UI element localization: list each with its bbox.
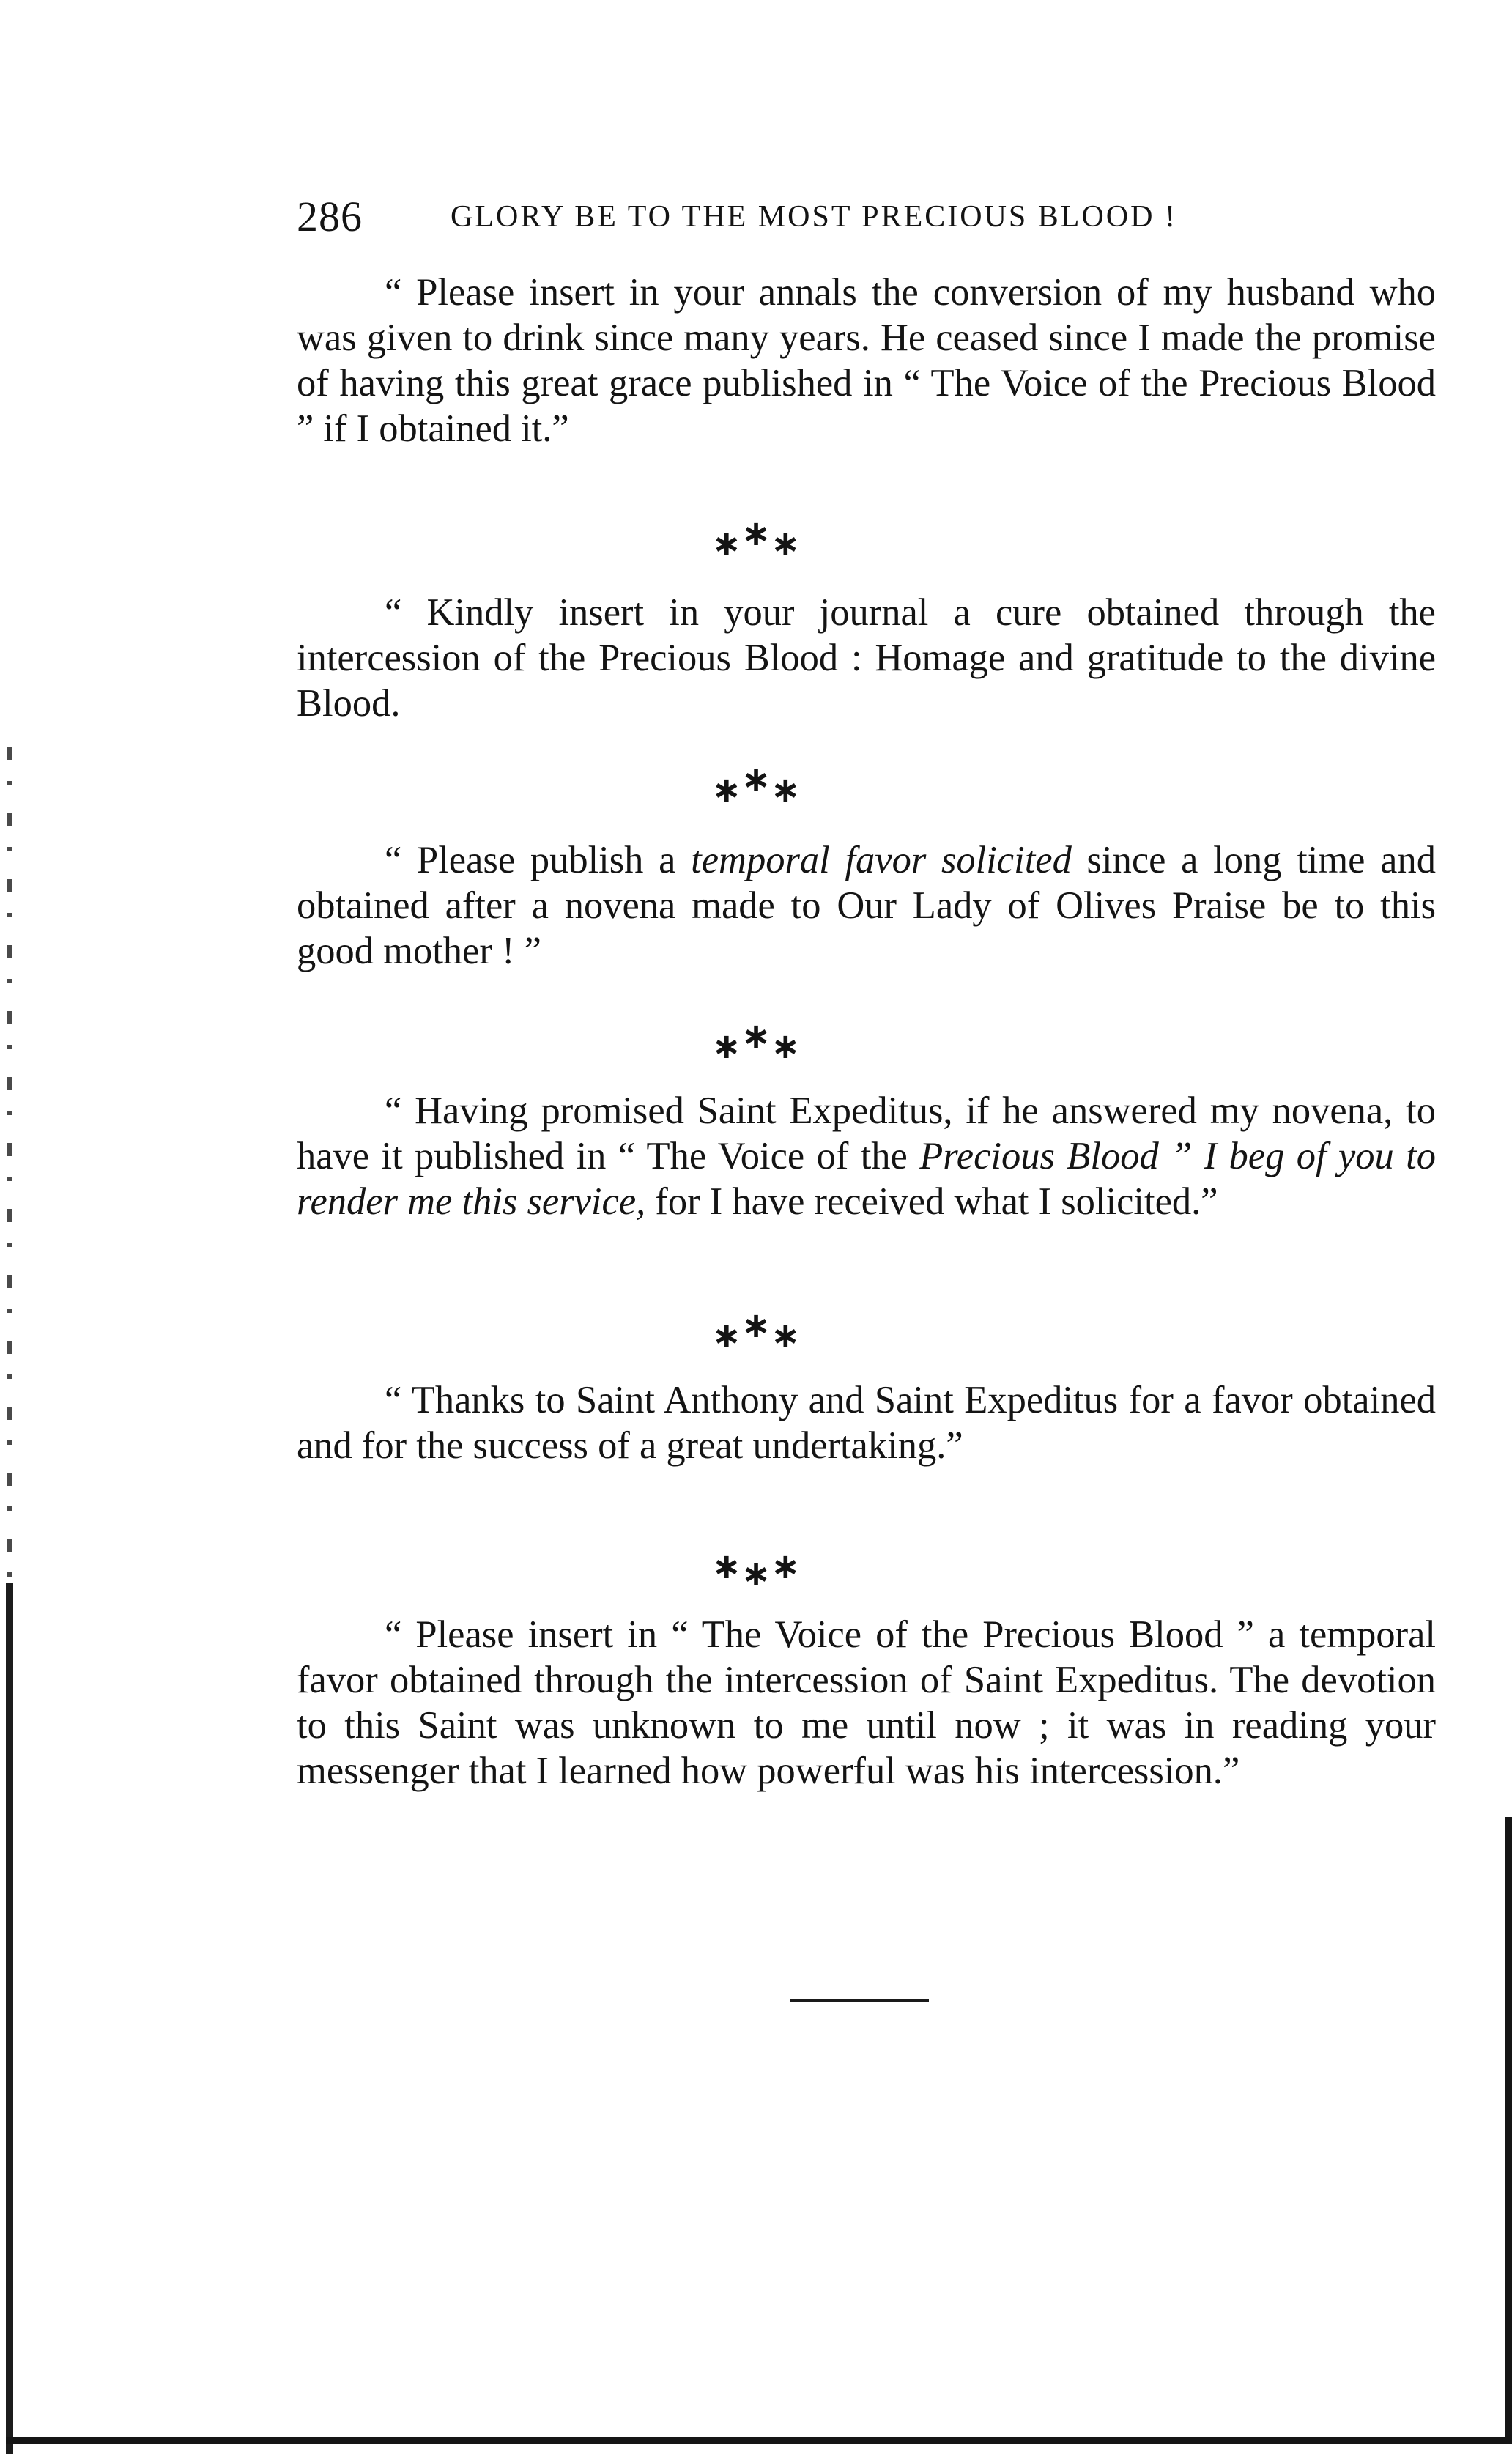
running-head: GLORY BE TO THE MOST PRECIOUS BLOOD ! [451, 200, 1177, 234]
scan-edge-bottom [6, 2437, 1512, 2444]
page-number: 286 [297, 193, 363, 240]
scan-edge-right [1505, 1817, 1512, 2444]
section-separator: ∗∗∗ [711, 759, 801, 810]
testimonial-paragraph: “ Kindly insert in your journal a cure obtained through the intercession of the Precious Blood : Homage and gratitude to the divine Blood. [297, 591, 1436, 725]
page-header [297, 192, 1439, 243]
testimonial-paragraph: “ Please insert in “ The Voice of the Precious Blood ” a temporal favor obtained through the intercession of Saint Expeditus. The devotion to this Saint was unknown to me until now ; it was in reading your messenger that I learned how powerful was his intercession.” [297, 1613, 1436, 1792]
section-separator: ∗∗∗ [711, 1546, 801, 1594]
testimonial-paragraph: “ Thanks to Saint Anthony and Saint Expeditus for a favor obtained and for the success of a great undertaking.” [297, 1379, 1436, 1467]
testimonial-paragraph: “ Having promised Saint Expeditus, if he answered my novena, to have it published in “ The Voice of the Precious Blood ” I beg of you to render me this service, for I have received what I solicited.” [297, 1089, 1436, 1223]
testimonial-paragraph: “ Please insert in your annals the conversion of my husband who was given to drink since many years. He ceased since I made the promise of having this great grace published in “ The Voice of the Precious Blood ” if I obtained it.” [297, 271, 1436, 450]
section-separator: ∗∗∗ [711, 513, 801, 564]
testimonial-paragraph: “ Please publish a temporal favor solicited since a long time and obtained after a novena made to Our Lady of Olives Praise be to this good mother ! ” [297, 839, 1436, 972]
end-rule [790, 1999, 929, 2002]
section-separator: ∗∗∗ [711, 1305, 801, 1356]
scan-edge-left-bottom [6, 1583, 13, 2454]
section-separator: ∗∗∗ [711, 1015, 801, 1067]
